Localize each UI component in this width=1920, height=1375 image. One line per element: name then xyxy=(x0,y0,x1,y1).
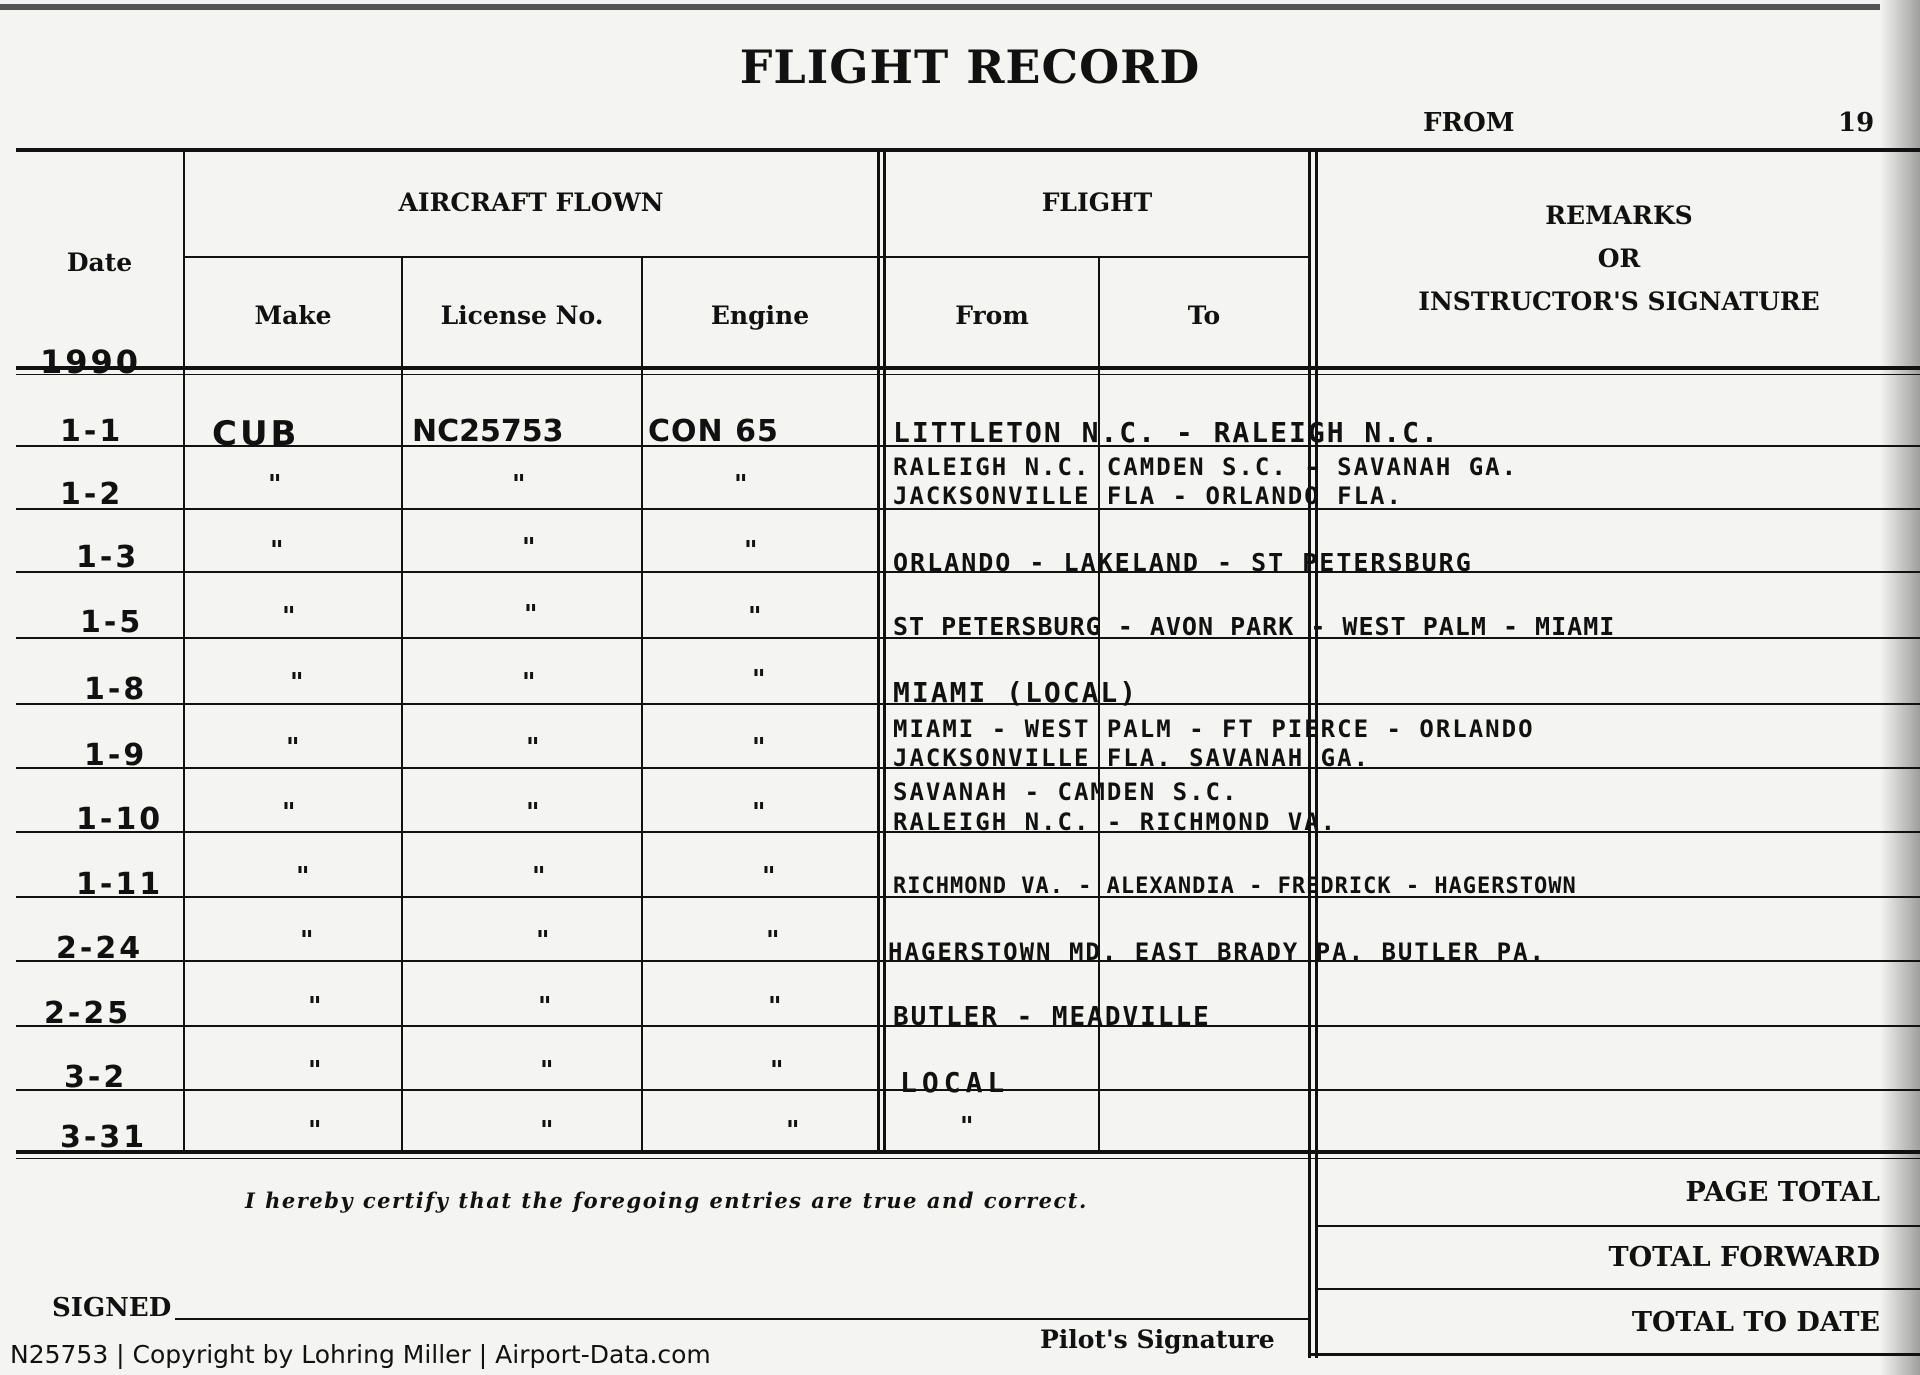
page-title: FLIGHT RECORD xyxy=(739,40,1201,94)
make-cell: " xyxy=(308,1116,324,1146)
make-cell: " xyxy=(308,992,324,1022)
route-cell: RALEIGH N.C. CAMDEN S.C. - SAVANAH GA. xyxy=(893,453,1519,481)
license-cell: " xyxy=(522,533,538,563)
table-top-border xyxy=(16,148,1920,152)
col-divider-make xyxy=(401,256,403,1154)
date-cell: 2-25 xyxy=(44,996,132,1031)
make-cell: " xyxy=(300,926,316,956)
license-cell: " xyxy=(538,992,554,1022)
col-header-date: Date xyxy=(66,248,133,277)
col-header-make: Make xyxy=(254,301,332,330)
date-cell: 1-5 xyxy=(80,605,144,640)
route-cell: ST PETERSBURG - AVON PARK - WEST PALM - MIAMI xyxy=(893,612,1616,641)
engine-cell: " xyxy=(770,1056,786,1086)
total-to-date-label: TOTAL TO DATE xyxy=(1631,1307,1880,1338)
table-bottom-rule-thin xyxy=(16,1158,1920,1159)
col-header-remarks-3: INSTRUCTOR'S SIGNATURE xyxy=(1418,287,1820,316)
header-bottom-rule xyxy=(16,366,1920,370)
col-header-remarks-2: OR xyxy=(1597,244,1641,273)
license-cell: " xyxy=(524,600,540,630)
col-header-aircraft-flown: AIRCRAFT FLOWN xyxy=(398,188,664,217)
totals-bottom-rule xyxy=(1308,1353,1920,1356)
license-cell: " xyxy=(536,926,552,956)
col-divider-engine-b xyxy=(883,148,886,1154)
license-cell: " xyxy=(512,470,528,500)
date-cell: 1-11 xyxy=(76,867,164,902)
route-cell: LITTLETON N.C. - RALEIGH N.C. xyxy=(893,416,1440,449)
date-cell: 1-10 xyxy=(76,802,164,837)
engine-cell: " xyxy=(768,992,784,1022)
year-prefix: 19 xyxy=(1838,108,1875,138)
signature-line xyxy=(175,1318,1308,1320)
make-cell: " xyxy=(282,798,298,828)
col-divider-engine-a xyxy=(877,148,880,1154)
total-forward-label: TOTAL FORWARD xyxy=(1608,1242,1880,1273)
make-cell: " xyxy=(286,733,302,763)
date-cell: 1-9 xyxy=(84,738,148,773)
route-cell: SAVANAH - CAMDEN S.C. xyxy=(893,778,1239,806)
table-bottom-rule xyxy=(16,1150,1920,1154)
date-cell: 3-2 xyxy=(64,1060,128,1095)
make-cell: " xyxy=(296,862,312,892)
date-cell: 3-31 xyxy=(60,1120,148,1155)
year-entry: 1990 xyxy=(40,343,142,381)
date-cell: 1-3 xyxy=(76,540,140,575)
certification-statement: I hereby certify that the foregoing entries are true and correct. xyxy=(245,1188,1088,1213)
copyright-watermark: N25753 | Copyright by Lohring Miller | Airport-Data.com xyxy=(10,1340,711,1369)
route-cell-line-2: RALEIGH N.C. - RICHMOND VA. xyxy=(893,808,1338,836)
route-cell: RICHMOND VA. - ALEXANDIA - FREDRICK - HAGERSTOWN xyxy=(893,874,1577,899)
engine-cell: " xyxy=(762,862,778,892)
make-cell: " xyxy=(308,1056,324,1086)
make-cell: " xyxy=(290,668,306,698)
engine-cell: " xyxy=(748,602,764,632)
from-label: FROM xyxy=(1423,108,1515,138)
header-bottom-rule-thin xyxy=(16,374,1920,375)
totals-rule xyxy=(1315,1288,1920,1290)
engine-cell: " xyxy=(766,926,782,956)
date-cell: 2-24 xyxy=(56,931,144,966)
date-cell: 1-2 xyxy=(60,477,124,512)
date-cell: 1-1 xyxy=(60,414,124,449)
make-cell: " xyxy=(282,602,298,632)
license-cell: " xyxy=(532,862,548,892)
col-header-license: License No. xyxy=(440,301,604,330)
route-cell: MIAMI - WEST PALM - FT PIERCE - ORLANDO xyxy=(893,715,1535,743)
pilot-signature-label: Pilot's Signature xyxy=(1040,1325,1275,1354)
license-cell: NC25753 xyxy=(412,414,564,449)
make-cell: " xyxy=(268,470,284,500)
engine-cell: " xyxy=(786,1116,802,1146)
license-cell: " xyxy=(522,668,538,698)
license-cell: " xyxy=(540,1056,556,1086)
date-cell: 1-8 xyxy=(84,672,148,707)
license-cell: " xyxy=(540,1116,556,1146)
route-cell-line-2: JACKSONVILLE FLA - ORLANDO FLA. xyxy=(893,482,1403,510)
engine-cell: " xyxy=(734,470,750,500)
make-cell: CUB xyxy=(212,414,300,454)
engine-cell: CON 65 xyxy=(648,414,779,449)
route-cell: LOCAL xyxy=(900,1066,1010,1099)
col-header-to: To xyxy=(1187,301,1221,330)
col-header-flight: FLIGHT xyxy=(1041,188,1153,217)
col-divider-license xyxy=(641,256,643,1154)
page-total-label: PAGE TOTAL xyxy=(1685,1177,1880,1208)
col-header-remarks-1: REMARKS xyxy=(1545,201,1693,230)
engine-cell: " xyxy=(752,665,768,695)
col-header-from: From xyxy=(955,301,1029,330)
route-cell: " xyxy=(960,1112,976,1142)
route-cell: HAGERSTOWN MD. EAST BRADY PA. BUTLER PA. xyxy=(888,938,1546,966)
engine-cell: " xyxy=(752,733,768,763)
col-header-engine: Engine xyxy=(710,301,810,330)
engine-cell: " xyxy=(752,798,768,828)
route-cell-line-2: JACKSONVILLE FLA. SAVANAH GA. xyxy=(893,744,1371,772)
col-divider-date xyxy=(183,148,185,1154)
signed-label: SIGNED xyxy=(52,1293,172,1323)
license-cell: " xyxy=(526,733,542,763)
route-cell: MIAMI (LOCAL) xyxy=(893,676,1139,709)
top-edge-rule xyxy=(0,4,1880,10)
totals-rule xyxy=(1315,1225,1920,1227)
license-cell: " xyxy=(526,798,542,828)
route-cell: ORLANDO - LAKELAND - ST PETERSBURG xyxy=(893,548,1473,577)
subheader-divider xyxy=(183,256,1310,258)
engine-cell: " xyxy=(744,536,760,566)
make-cell: " xyxy=(270,536,286,566)
route-cell: BUTLER - MEADVILLE xyxy=(893,1002,1211,1032)
